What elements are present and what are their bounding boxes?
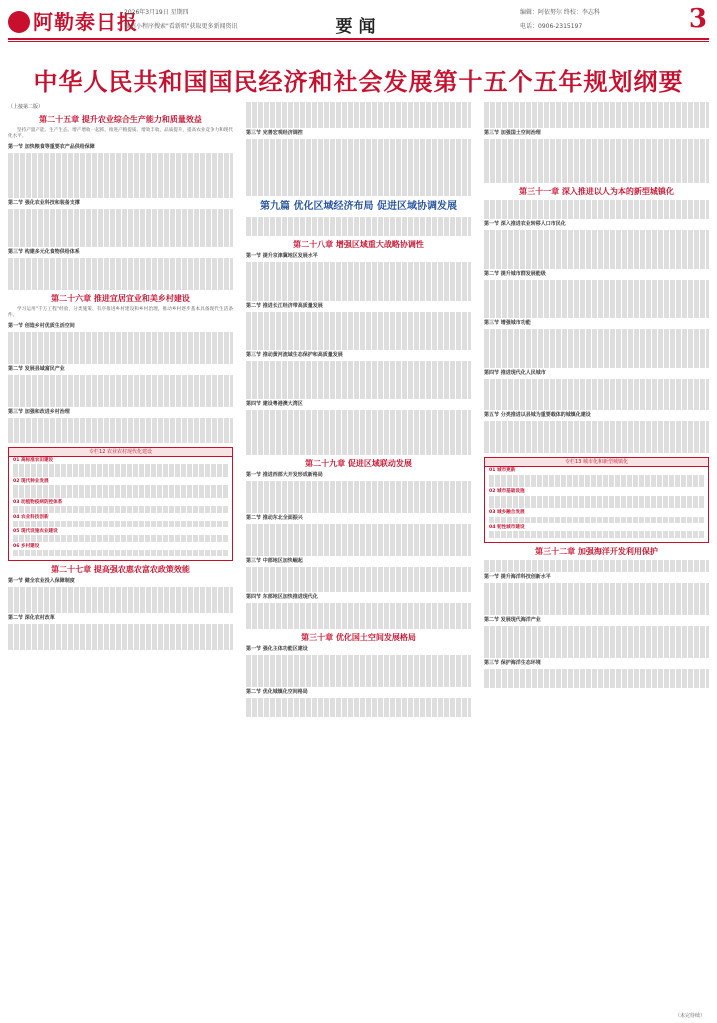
box-title: 专栏12 农业农村现代化建设 <box>9 448 232 457</box>
logo-text: 阿勒泰日报 <box>33 10 138 34</box>
section-heading: 第二节 强化农业科技和装备支撑 <box>8 199 80 206</box>
chapter-28-title: 第二十八章 增强区域重大战略协调性 <box>293 240 424 250</box>
chapter-29-title: 第二十九章 促进区域联动发展 <box>305 459 412 469</box>
section-heading: 第三节 完善宏观经济调控 <box>246 129 303 136</box>
column-3 <box>484 102 709 688</box>
section-heading: 第三节 推动黄河流域生态保护和高质量发展 <box>246 351 343 358</box>
masthead <box>0 0 717 40</box>
box-item: 02 现代种业发展 <box>9 478 232 499</box>
section-heading: 第一节 提升京津冀地区发展水平 <box>246 253 318 260</box>
section-heading: 第三节 加强和改进乡村治理 <box>8 408 70 415</box>
section-heading: 第二节 发展县域富民产业 <box>8 365 65 372</box>
top-rule-thin <box>8 41 709 42</box>
section-heading: 第一节 深入推进农业转移人口市民化 <box>484 221 566 228</box>
top-rule <box>8 38 709 40</box>
section-heading: 第四节 建设粤港澳大湾区 <box>246 401 303 408</box>
section-heading: 第二节 提升城市群发展能级 <box>484 270 546 277</box>
section-heading: 第五节 分类推进以县城为重要载体的城镇化建设 <box>484 412 591 419</box>
part-9-title: 第九篇 优化区域经济布局 促进区域协调发展 <box>260 201 457 213</box>
editor-credit: 编辑：阿依努尔 终校：李志科 <box>520 9 600 16</box>
box-title: 专栏13 城市化和新型城镇化 <box>485 458 708 467</box>
headline: 中华人民共和国国民经济和社会发展第十五个五年规划纲要 <box>33 68 684 96</box>
chapter-25-title: 第二十五章 提升农业综合生产能力和质量效益 <box>39 115 202 124</box>
box-item: 05 现代设施农业建设 <box>9 528 232 543</box>
section-heading: 第一节 创造乡村优质生活空间 <box>8 322 75 329</box>
box-item: 01 城市更新 <box>485 467 708 488</box>
page-number: 3 <box>688 4 707 34</box>
section-heading: 第二节 推动东北全面振兴 <box>246 514 303 521</box>
section-heading: 第二节 深化农村改革 <box>8 615 55 622</box>
wechat-note: 微信小程序搜索"看新唱"获取更多新闻资讯 <box>124 23 238 30</box>
section-heading: 第四节 推进现代化人民城市 <box>484 369 546 376</box>
section-heading: 第三节 中部地区加快崛起 <box>246 557 303 564</box>
section-heading: 第二节 优化城镇化空间格局 <box>246 689 308 695</box>
section-heading: 第四节 东部地区加快推进现代化 <box>246 594 318 601</box>
chapter-26-intro: 学习运用"千万工程"经验，分类施策、有序推进乡村建设和乡村治理，推动乡村逐步基本具备现代生活条件。 <box>8 306 233 319</box>
chapter-32-title: 第三十二章 加强海洋开发利用保护 <box>535 546 658 556</box>
continued-note: （上接第二版） <box>8 104 44 110</box>
sidebar-box-urbanization <box>484 457 709 542</box>
box-item: 03 城乡融合发展 <box>485 509 708 524</box>
section-heading: 第二节 发展现代海洋产业 <box>484 617 541 624</box>
column-2 <box>246 102 471 717</box>
section-heading: 第三节 增强城市功能 <box>484 320 531 327</box>
section-heading: 第二节 推进长江经济带高质量发展 <box>246 302 323 309</box>
section-title: 要闻 <box>335 17 382 37</box>
chapter-30-title: 第三十章 优化国土空间发展格局 <box>301 633 416 643</box>
chapter-31-title: 第三十一章 深入推进以人为本的新型城镇化 <box>519 187 674 197</box>
section-heading: 第三节 构建多元化食物供给体系 <box>8 248 80 255</box>
section-heading: 第一节 加快粮食等重要农产品供给保障 <box>8 143 95 150</box>
box-item: 01 高标准农田建设 <box>9 457 232 478</box>
section-heading: 第一节 健全农业投入保障制度 <box>8 578 75 585</box>
issue-date: 2026年3月19日 星期四 <box>124 9 189 16</box>
section-heading: 第三节 加强国土空间治理 <box>484 129 541 136</box>
box-item: 03 动植物疫病防控体系 <box>9 499 232 514</box>
box-item: 04 农业科技创新 <box>9 514 232 529</box>
chapter-27-title: 第二十七章 提高强农惠农富农政策效能 <box>51 565 190 575</box>
box-item: 02 城市基础设施 <box>485 488 708 509</box>
section-heading: 第一节 推进西部大开发形成新格局 <box>246 472 323 479</box>
chapter-25-intro: 坚持产量产能、生产生态、增产增收一起抓，推进产粮提质、增效丰收，品质提升，提高农业竞争力和现代化水平。 <box>8 128 233 140</box>
section-heading: 第一节 提升海洋科技创新水平 <box>484 574 551 581</box>
box-item: 06 乡村建设 <box>9 543 232 558</box>
section-heading: 第一节 强化主体功能区建设 <box>246 646 308 653</box>
chapter-26-title: 第二十六章 推进宜居宜业和美乡村建设 <box>51 293 190 303</box>
section-heading: 第三节 保护海洋生态环境 <box>484 660 541 667</box>
box-item: 04 韧性城市建设 <box>485 524 708 539</box>
phone-number: 电话：0906-2315197 <box>520 23 583 30</box>
column-1 <box>8 102 233 650</box>
to-be-continued: （未完待续） <box>674 1013 705 1019</box>
sidebar-box-agriculture <box>8 447 233 561</box>
